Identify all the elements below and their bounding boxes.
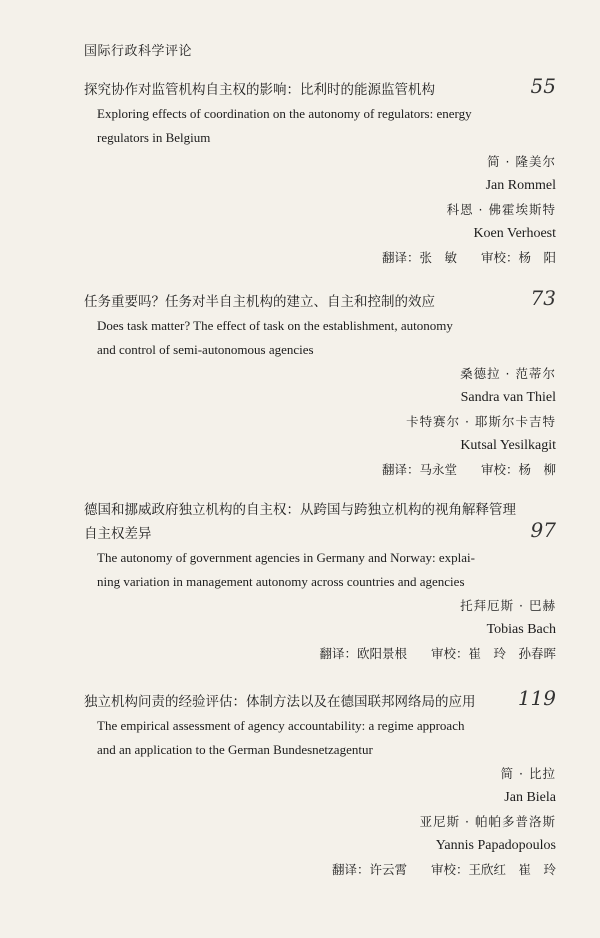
english-title: The autonomy of government agencies in Germany and Norway: explai- — [97, 550, 475, 565]
author-en: Sandra van Thiel — [460, 390, 556, 405]
author-list — [84, 594, 556, 642]
english-title-cont: ning variation in management autonomy across countries and agencies — [97, 574, 465, 589]
toc-entry[interactable] — [84, 686, 556, 882]
author-en: Koen Verhoest — [473, 226, 556, 241]
article-title: 独立机构问责的经验评估：体制方法以及在德国联邦网络局的应用 — [84, 694, 476, 710]
running-header: 国际行政科学评论 — [84, 44, 193, 59]
translator: 翻译：张 敏 — [381, 250, 457, 265]
credits-line — [84, 642, 556, 666]
english-title: Does task matter? The effect of task on the establishment, autonomy — [97, 318, 453, 333]
translator: 翻译：欧阳景根 — [319, 646, 407, 661]
author-list — [84, 762, 556, 858]
author-cn: 简 · 比拉 — [500, 766, 556, 781]
author-en: Tobias Bach — [486, 622, 556, 637]
english-title-cont: regulators in Belgium — [97, 130, 211, 145]
english-title-cont: and an application to the German Bundesnetzagentur — [97, 742, 373, 757]
author-list — [84, 150, 556, 246]
author-en: Jan Biela — [504, 790, 556, 805]
author-cn: 卡特赛尔 · 耶斯尔卡吉特 — [406, 414, 556, 429]
author-cn: 简 · 隆美尔 — [487, 154, 556, 169]
author-en: Jan Rommel — [485, 178, 556, 193]
reviewer: 审校：王欣红 崔 玲 — [430, 862, 556, 877]
author-cn: 亚尼斯 · 帕帕多普洛斯 — [419, 814, 556, 829]
credits-line — [84, 458, 556, 482]
author-en: Yannis Papadopoulos — [435, 838, 556, 853]
author-cn: 科恩 · 佛霍埃斯特 — [446, 202, 556, 217]
article-title-cont: 自主权差异 — [84, 526, 152, 542]
article-title: 德国和挪威政府独立机构的自主权：从跨国与跨独立机构的视角解释管理 — [84, 502, 516, 518]
english-title-cont: and control of semi-autonomous agencies — [97, 342, 314, 357]
article-title: 探究协作对监管机构自主权的影响：比利时的能源监管机构 — [84, 82, 435, 98]
page-number: 55 — [530, 74, 556, 98]
reviewer: 审校：杨 阳 — [480, 250, 556, 265]
author-cn: 桑德拉 · 范蒂尔 — [460, 366, 556, 381]
article-title: 任务重要吗？任务对半自主机构的建立、自主和控制的效应 — [84, 294, 435, 310]
reviewer: 审校：崔 玲 孙春晖 — [430, 646, 556, 661]
author-en: Kutsal Yesilkagit — [460, 438, 556, 453]
english-title: The empirical assessment of agency accountability: a regime approach — [97, 718, 465, 733]
reviewer: 审校：杨 柳 — [480, 462, 556, 477]
english-title: Exploring effects of coordination on the autonomy of regulators: energy — [97, 106, 472, 121]
toc-entry[interactable] — [84, 498, 556, 666]
author-cn: 托拜厄斯 · 巴赫 — [460, 598, 556, 613]
translator: 翻译：马永堂 — [381, 462, 457, 477]
toc-entry[interactable] — [84, 74, 556, 270]
author-list — [84, 362, 556, 458]
credits-line — [84, 246, 556, 270]
toc-entry[interactable] — [84, 286, 556, 482]
page-number: 119 — [517, 686, 556, 710]
translator: 翻译：许云霄 — [331, 862, 407, 877]
credits-line — [84, 858, 556, 882]
page-number: 73 — [530, 286, 556, 310]
page-number: 97 — [530, 518, 556, 542]
